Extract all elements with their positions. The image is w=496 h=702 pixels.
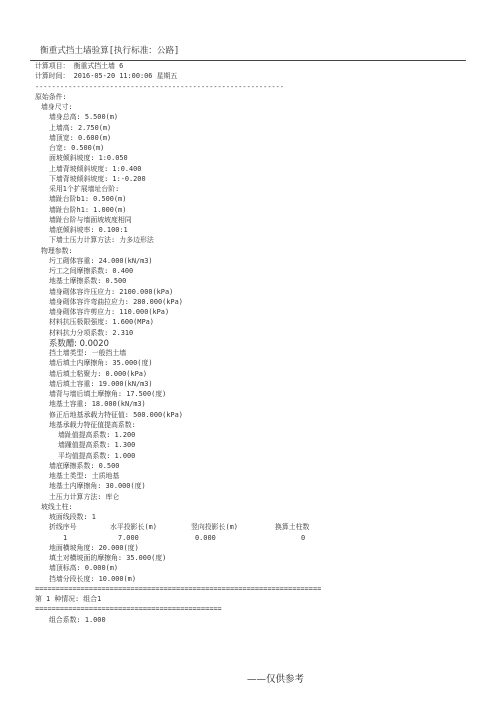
table-header-cell: 折线序号 [49, 523, 77, 532]
report-line: 墙趾台阶h1: 1.000(m) [49, 205, 127, 214]
dashed-divider: ------------------------------------------------------------ [35, 82, 284, 91]
report-line: 材料抗力分项系数: 2.310 [49, 328, 134, 337]
report-line: 台宽: 0.500(m) [49, 144, 105, 152]
report-line: 墙底摩擦系数: 0.500 [49, 461, 120, 470]
report-line: 墙后填土容重: 19.000(kN/m3) [49, 379, 153, 388]
report-line: 圬工之间摩擦系数: 0.400 [49, 267, 134, 275]
slope-table-header [35, 522, 465, 532]
report-line: 材料抗压极限强度: 1.600(MPa) [49, 318, 154, 327]
footer-note: ——仅供参考 [247, 674, 305, 685]
report-line: 采用1个扩展墙址台阶: [49, 185, 120, 193]
report-line: 地基土内摩擦角: 30.000(度) [49, 482, 146, 491]
report-line: 墙趾台阶与墙面坡坡度相同 [49, 215, 132, 224]
report-line: 物理参数: [41, 246, 73, 255]
report-line: 平均值提高系数: 1.000 [58, 451, 136, 460]
report-line: 地面横坡角度: 20.000(度) [49, 543, 139, 552]
original-conditions-section [35, 92, 465, 523]
table-header-cell: 水平投影长(m) [110, 523, 157, 532]
report-line: 下墙背坡倾斜坡度: 1:-0.200 [49, 174, 146, 183]
load-case-section [35, 543, 465, 625]
report-line: 坡面线段数: 1 [49, 513, 96, 521]
report-line: 地基土类型: 土质地基 [49, 472, 120, 480]
time-line: 计算时间： 2016-05-20 11:00:06 星期五 [35, 72, 178, 81]
report-line: 墙趾台阶b1: 0.500(m) [49, 195, 127, 204]
report-line: 墙背与墙后填土摩擦角: 17.500(度) [49, 390, 167, 398]
report-line: 土压力计算方法: 库仑 [49, 492, 120, 501]
table-header-cell: 换算土柱数 [275, 523, 310, 532]
report-line: 地基土容重: 18.000(kN/m3) [49, 400, 146, 409]
report-line: 上墙高: 2.750(m) [49, 123, 112, 132]
report-line: 系数醩: 0.0020 [49, 337, 109, 348]
document-title: 衡重式挡土墙验算[执行标准：公路] [40, 46, 180, 56]
report-line: 墙后填土粘聚力: 0.000(kPa) [49, 369, 148, 378]
report-line: 墙顶标高: 0.000(m) [49, 564, 119, 573]
report-line: 墙底倾斜坡率: 0.100:1 [49, 226, 128, 234]
report-line: 组合系数: 1.000 [49, 615, 106, 624]
report-line: 下墙土压力计算方法: 力多边形法 [49, 236, 154, 245]
table-cell: 7.000 [118, 533, 139, 542]
report-line: 地基承载力特征值提高系数: [49, 420, 136, 429]
report-line: 墙身砌体容许剪应力: 110.000(kPa) [49, 308, 170, 316]
table-cell: 0 [301, 533, 306, 542]
project-line: 计算项目： 衡重式挡土墙 6 [35, 62, 124, 70]
report-line: 坡线土柱: [41, 502, 73, 511]
report-line: 修正后地基承载力特征值: 500.000(kPa) [49, 410, 183, 419]
report-line: 墙身砌体容许弯曲拉应力: 280.000(kPa) [49, 297, 183, 306]
table-cell: 0.000 [195, 533, 216, 542]
report-line: ===================================================================== [35, 584, 322, 593]
report-line: 墙后填土内摩擦角: 35.000(度) [49, 359, 153, 368]
report-line: 墙身砌体容许压应力: 2100.000(kPa) [49, 287, 174, 296]
report-line: 地基土摩擦系数: 0.500 [49, 277, 127, 286]
report-line: 墙踵值提高系数: 1.300 [58, 441, 136, 450]
report-line: 墙身总高: 5.500(m) [49, 113, 119, 122]
report-line: 墙趾值提高系数: 1.200 [58, 431, 136, 439]
report-line: 墙身尺寸: [41, 103, 73, 111]
table-cell: 1 [63, 533, 68, 542]
table-header-cell: 竖向投影长(m) [191, 523, 238, 532]
report-line: 圬工砌体容重: 24.000(kN/m3) [49, 256, 153, 265]
report-line: 填土对横坡面的摩擦角: 35.000(度) [49, 554, 167, 562]
report-line: ============================================= [35, 605, 222, 614]
report-line: 面坡倾斜坡度: 1:0.050 [49, 154, 128, 163]
report-line: 墙顶宽: 0.600(m) [49, 133, 112, 142]
report-line: 上墙背坡倾斜坡度: 1:0.400 [49, 164, 142, 173]
calculation-report [35, 61, 465, 625]
report-line: 第 1 种情况: 组合1 [35, 595, 102, 603]
table-row [35, 533, 465, 543]
report-line: 原始条件: [35, 92, 67, 101]
report-line: 挡墙分段长度: 10.000(m) [49, 574, 136, 583]
report-line: 挡土墙类型: 一般挡土墙 [49, 349, 127, 357]
